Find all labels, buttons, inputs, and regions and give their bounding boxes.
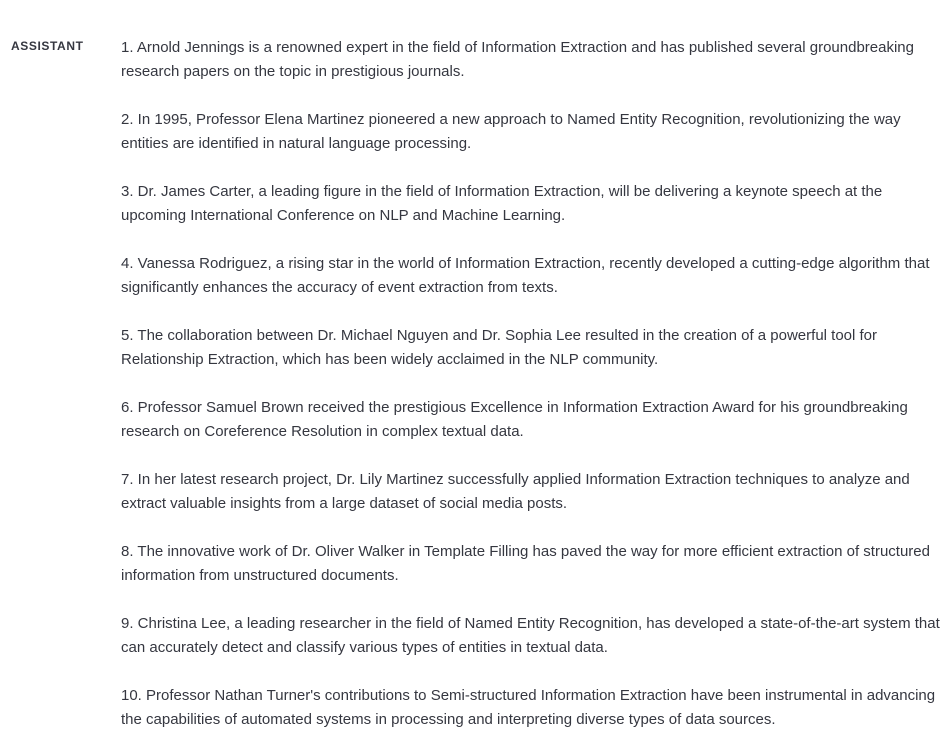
list-item-10: 10. Professor Nathan Turner's contributions to Semi-structured Information Extraction have been instrumental in advancing the capabilities of automated systems in processing and interpreting diverse types of data sources. [121, 687, 936, 728]
list-item-6: 6. Professor Samuel Brown received the prestigious Excellence in Information Extraction Award for his groundbreaking research on Coreference Resolution in complex textual data. [121, 399, 908, 440]
role-label[interactable]: ASSISTANT [11, 39, 84, 53]
list-item-7: 7. In her latest research project, Dr. Lily Martinez successfully applied Information Extraction techniques to analyze and extract valuable insights from a large dataset of social media posts. [121, 471, 910, 512]
list-item-3: 3. Dr. James Carter, a leading figure in the field of Information Extraction, will be delivering a keynote speech at the upcoming International Conference on NLP and Machine Learning. [121, 183, 883, 224]
list-item-5: 5. The collaboration between Dr. Michael Nguyen and Dr. Sophia Lee resulted in the creation of a powerful tool for Relationship Extraction, which has been widely acclaimed in the NLP community. [121, 327, 878, 368]
list-item-9: 9. Christina Lee, a leading researcher in the field of Named Entity Recognition, has developed a state-of-the-art system that can accurately detect and classify various types of entities in textual data. [121, 615, 940, 656]
list-item-8: 8. The innovative work of Dr. Oliver Walker in Template Filling has paved the way for more efficient extraction of structured information from unstructured documents. [121, 543, 930, 584]
list-item-4: 4. Vanessa Rodriguez, a rising star in the world of Information Extraction, recently developed a cutting-edge algorithm that significantly enhances the accuracy of event extraction from texts. [121, 255, 930, 296]
list-item-2: 2. In 1995, Professor Elena Martinez pioneered a new approach to Named Entity Recognition, revolutionizing the way entities are identified in natural language processing. [121, 111, 901, 152]
list-item-1: 1. Arnold Jennings is a renowned expert in the field of Information Extraction and has published several groundbreaking research papers on the topic in prestigious journals. [121, 39, 914, 80]
message-content[interactable] [121, 36, 947, 756]
